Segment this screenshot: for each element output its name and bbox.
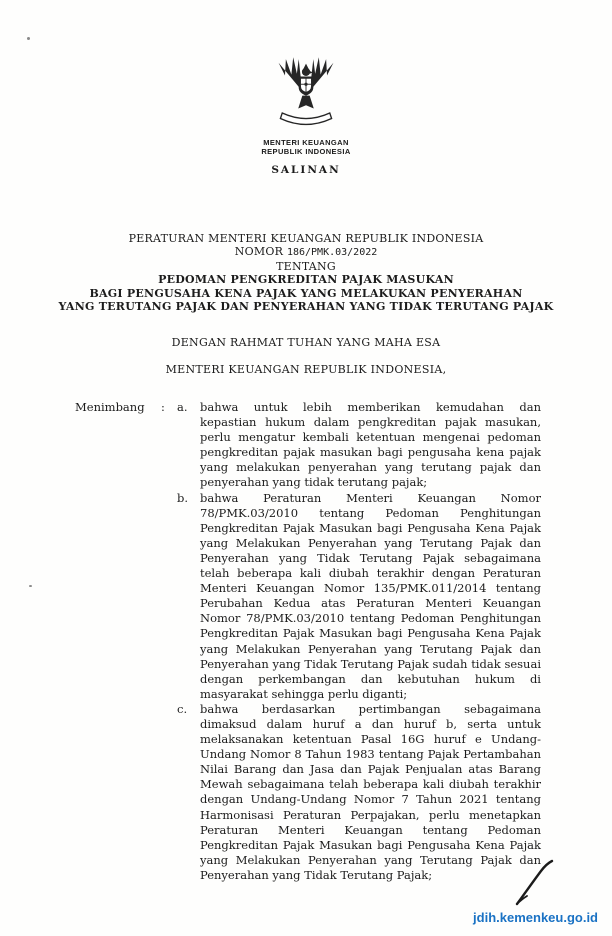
item-text: bahwa berdasarkan pertimbangan sebagaimana dimaksud dalam huruf a dan huruf b, serta untuk melaksanakan ketentuan Pasal 16G huruf e Undang-Undang Nomor 8 Tahun 1983 tentang Pajak Pertambahan Nilai Barang dan Jasa dan Pajak Penjualan atas Barang Mewah sebagaimana telah beberapa kali diubah terakhir dengan Undang-Undang Nomor 7 Tahun 2021 tentang Harmonisasi Peraturan Perpajakan, perlu menetapkan Peraturan Menteri Keuangan tentang Pedoman Pengkreditan Pajak Masukan bagi Pengusaha Kena Pajak yang Melakukan Penyerahan yang Terutang Pajak dan Penyerahan yang Tidak Terutang Pajak;	[200, 701, 541, 882]
letterhead	[0, 54, 612, 176]
subject-line1: PEDOMAN PENGKREDITAN PAJAK MASUKAN	[158, 273, 454, 287]
nomor-value: 186/PMK.03/2022	[286, 247, 378, 259]
item-letter: a.	[177, 400, 188, 414]
garuda-pancasila-emblem-icon	[274, 54, 338, 134]
authority-line: MENTERI KEUANGAN REPUBLIK INDONESIA,	[165, 363, 447, 376]
menimbang-colon: :	[161, 400, 165, 414]
title-block	[0, 232, 612, 313]
scan-speck	[29, 585, 32, 587]
consideration-list	[177, 400, 541, 883]
preamble-section	[75, 400, 541, 883]
regulation-title: PERATURAN MENTERI KEUANGAN REPUBLIK INDONESIA	[128, 232, 484, 245]
copy-stamp: SALINAN	[271, 164, 341, 176]
item-letter: b.	[177, 490, 189, 505]
ministry-line1: MENTERI KEUANGAN	[263, 138, 349, 147]
consideration-item-a	[177, 400, 541, 491]
regulation-number	[0, 245, 612, 259]
item-letter: c.	[177, 701, 188, 716]
jdih-link[interactable]: jdih.kemenkeu.go.id	[473, 910, 598, 925]
tentang-label: TENTANG	[276, 259, 336, 273]
subject-line3: YANG TERUTANG PAJAK DAN PENYERAHAN YANG TIDAK TERUTANG PAJAK	[58, 300, 554, 314]
consideration-item-c	[177, 702, 541, 883]
menimbang-label: Menimbang	[75, 400, 145, 414]
signature-mark	[512, 858, 556, 912]
consideration-item-b	[177, 491, 541, 702]
invocation-line: DENGAN RAHMAT TUHAN YANG MAHA ESA	[171, 336, 441, 349]
item-text: bahwa untuk lebih memberikan kemudahan dan kepastian hukum dalam pengkreditan pajak masukan, perlu mengatur kembali ketentuan mengenai pedoman pengkreditan pajak masukan bagi pengusaha kena pajak yang melakukan penyerahan yang terutang pajak dan penyerahan yang tidak terutang pajak;	[200, 400, 541, 490]
ministry-name	[0, 138, 612, 156]
subject-line2: BAGI PENGUSAHA KENA PAJAK YANG MELAKUKAN PENYERAHAN	[89, 286, 523, 300]
scan-speck	[27, 37, 30, 40]
ministry-line2: REPUBLIK INDONESIA	[261, 147, 351, 156]
nomor-label: NOMOR	[234, 245, 284, 259]
item-text: bahwa Peraturan Menteri Keuangan Nomor 78/PMK.03/2010 tentang Pedoman Penghitungan Pengkreditan Pajak Masukan bagi Pengusaha Kena Pajak yang Melakukan Penyerahan yang Terutang Pajak dan Penyerahan yang Tidak Terutang Pajak sebagaimana telah beberapa kali diubah terakhir dengan Peraturan Menteri Keuangan Nomor 135/PMK.011/2014 tentang Perubahan Kedua atas Peraturan Menteri Keuangan Nomor 78/PMK.03/2010 tentang Pedoman Penghitungan Pengkreditan Pajak Masukan bagi Pengusaha Kena Pajak yang Melakukan Penyerahan yang Terutang Pajak dan Penyerahan yang Tidak Terutang Pajak sudah tidak sesuai dengan perkembangan dan kebutuhan hukum di masyarakat sehingga perlu diganti;	[200, 490, 541, 701]
